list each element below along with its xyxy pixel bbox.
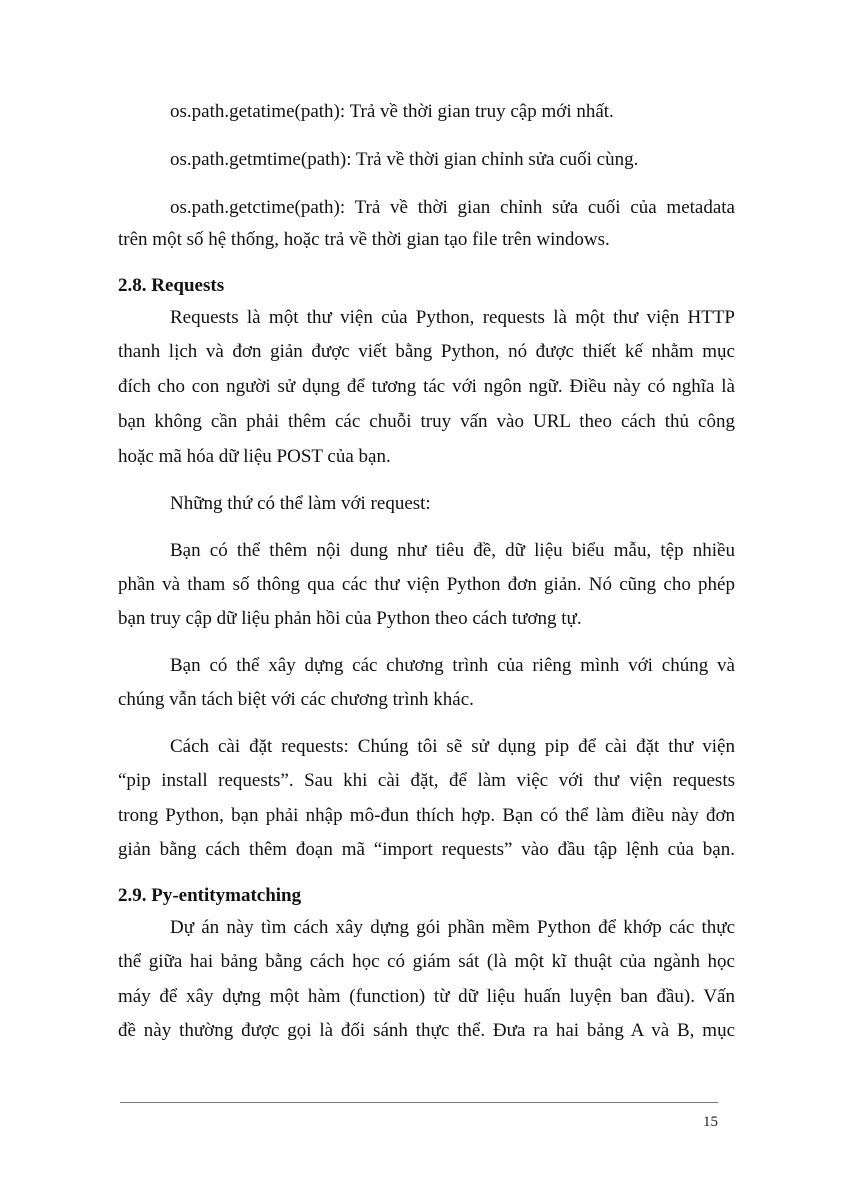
text-line: os.path.getatime(path): Trả về thời gian truy cập mới nhất. bbox=[170, 101, 614, 122]
text-line: giản bằng cách thêm đoạn mã “import requests” vào đầu tập lệnh của bạn. bbox=[118, 839, 735, 860]
text-line: phần và tham số thông qua các thư viện Python đơn giản. Nó cũng cho phép bbox=[118, 574, 735, 595]
text-line: bạn không cần phải thêm các chuỗi truy vấn vào URL theo cách thủ công bbox=[118, 411, 735, 432]
section-heading: 2.9. Py-entitymatching bbox=[118, 885, 302, 906]
text-line: bạn truy cập dữ liệu phản hồi của Python theo cách tương tự. bbox=[118, 608, 582, 629]
text-line: thể giữa hai bảng bằng cách học có giám sát (là một kĩ thuật của ngành học bbox=[118, 951, 735, 972]
text-line: Bạn có thể xây dựng các chương trình của riêng mình với chúng và bbox=[170, 655, 735, 676]
text-line: chúng vẫn tách biệt với các chương trình khác. bbox=[118, 689, 474, 710]
text-line: đề này thường được gọi là đối sánh thực thể. Đưa ra hai bảng A và B, mục bbox=[118, 1020, 735, 1041]
page-number: 15 bbox=[703, 1114, 718, 1130]
text-line: máy để xây dựng một hàm (function) từ dữ liệu huấn luyện ban đầu). Vấn bbox=[118, 986, 735, 1007]
text-line: os.path.getmtime(path): Trả về thời gian chỉnh sửa cuối cùng. bbox=[170, 149, 639, 170]
text-line: đích cho con người sử dụng để tương tác với ngôn ngữ. Điều này có nghĩa là bbox=[118, 376, 735, 397]
text-line: trên một số hệ thống, hoặc trả về thời gian tạo file trên windows. bbox=[118, 229, 610, 250]
text-line: Bạn có thể thêm nội dung như tiêu đề, dữ liệu biểu mẫu, tệp nhiều bbox=[170, 540, 735, 561]
text-line: hoặc mã hóa dữ liệu POST của bạn. bbox=[118, 446, 391, 467]
text-line: thanh lịch và đơn giản được viết bằng Python, nó được thiết kế nhằm mục bbox=[118, 341, 735, 362]
text-line: trong Python, bạn phải nhập mô-đun thích hợp. Bạn có thể làm điều này đơn bbox=[118, 805, 735, 826]
text-line: Requests là một thư viện của Python, requests là một thư viện HTTP bbox=[170, 307, 735, 328]
footer-divider bbox=[120, 1102, 718, 1103]
section-heading: 2.8. Requests bbox=[118, 275, 225, 296]
text-line: Những thứ có thể làm với request: bbox=[170, 493, 431, 514]
text-line: os.path.getctime(path): Trả về thời gian chỉnh sửa cuối của metadata bbox=[170, 197, 735, 218]
text-line: Cách cài đặt requests: Chúng tôi sẽ sử dụng pip để cài đặt thư viện bbox=[170, 736, 735, 757]
text-line: “pip install requests”. Sau khi cài đặt, để làm việc với thư viện requests bbox=[118, 770, 735, 791]
text-line: Dự án này tìm cách xây dựng gói phần mềm Python để khớp các thực bbox=[170, 917, 735, 938]
